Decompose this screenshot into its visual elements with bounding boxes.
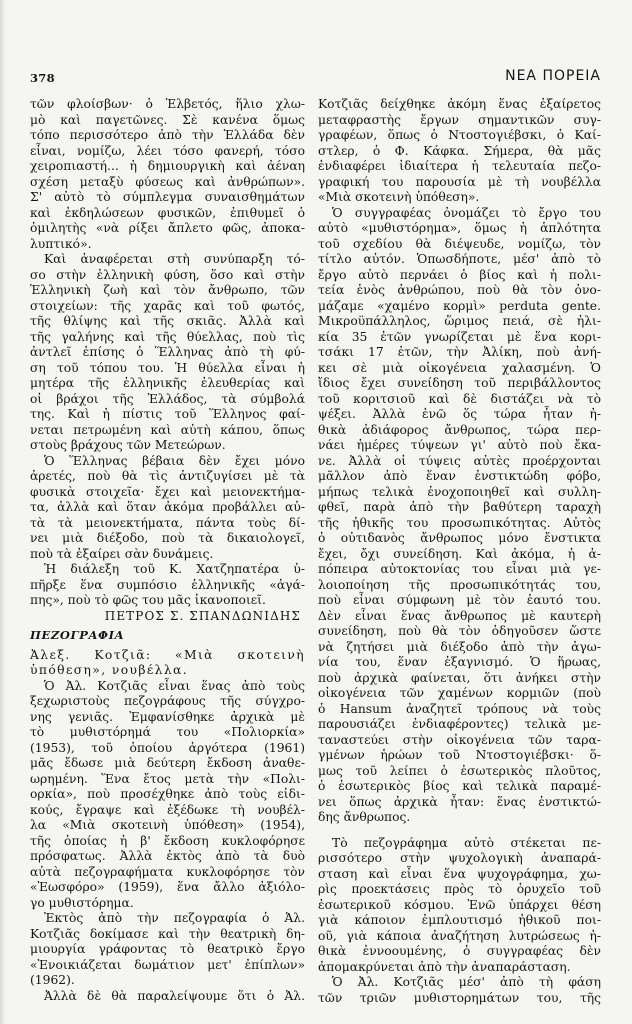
text-line: Ἐκτὸς ἀπὸ τὴν πεζογραφία ὁ Ἀλ. [44, 911, 305, 925]
text-line: γραφέων, ὅπως ὁ Ντοστογιέβσκι, ὁ Καί- [318, 128, 601, 142]
text-line: τῶν τριῶν μυθιστορημάτων του, τῆς [318, 990, 601, 1005]
paragraph [30, 252, 305, 454]
text-line: θικὰ ἐννοουμένης, ὁ συγγραφέας δὲν [318, 944, 601, 958]
text-line: ἔχει, ὄχι συνείδηση. Καὶ ἀκόμα, ἡ ἀ- [318, 546, 601, 561]
text-line: Κοτζιᾶς δοκίμασε καὶ τὴν θεατρικὴ δη- [30, 926, 305, 941]
text-line: οῦ, γιὰ κάποια ἀναζήτηση λυτρώσεως ἠ- [318, 928, 601, 943]
text-line: μάζαμε «χαμένο κορμὶ» perduta gente. [318, 298, 601, 313]
text-line: ΠΕΤΡΟΣ Σ. ΣΠΑΝΔΩΝΙΔΗΣ [104, 608, 301, 623]
text-line: νὰ ζητήσει μιὰ διέξοδο ἀπὸ τὴν ἀγω- [318, 639, 601, 654]
right-column [318, 97, 601, 1006]
text-line: ἀντλεῖ ἐπίσης ὁ Ἕλληνας ἀπὸ τὴ φύ- [30, 345, 305, 359]
text-line: τῶν φλοίσβων· ὁ Ἐλβετός, ἥλιο χλω- [30, 97, 305, 111]
text-line: νία του, ἕναν ἐξαγνισμό. Ὁ ἥρωας, [318, 655, 601, 669]
text-line: παρουσιάζει ἐνδιαφέροντες) τελικὰ με- [318, 717, 601, 731]
text-line: τὸ μυθιστόρημά του «Πολιορκία» [30, 725, 305, 739]
text-line: τσάκι 17 ἐτῶν, τὴν Ἀλίκη, ποὺ ἀνή- [318, 345, 601, 359]
text-line: ὁμιλητὴς «νὰ ρίξει ἄπλετο φῶς, ἀποκα- [30, 221, 305, 235]
text-line: συνείδηση, ποὺ θὰ τὸν ὁδηγοῦσεν ὥστε [318, 624, 601, 638]
text-line: μως τοῦ λείπει ὁ ἐσωτερικὸς πλοῦτος, [318, 763, 601, 778]
text-line: ποὺ τὰ ἐξαίρει σὰν δυνάμεις. [30, 546, 214, 561]
text-line: αὐτὸ «μυθιστόρημα», ὅμως ἡ ἁπλότητα [318, 221, 601, 235]
journal-title: ΝΕΑ ΠΟΡΕΙΑ [505, 68, 601, 84]
text-line: ΠΕΖΟΓΡΑΦΙΑ [30, 628, 125, 642]
text-line: ρισσότερο στὴν ψυχολογικὴ ἀναπαρά- [318, 851, 601, 865]
text-line: κούς, ἔγραψε καὶ ἐξέδωκε τὴ νουβέλ- [30, 802, 305, 817]
text-line: τοῦ σχεδίου θὰ διέψευδε, νομίζω, τὸν [318, 236, 601, 251]
text-line: Ὁ Ἕλληνας βέβαια δὲν ἔχει μόνο [44, 453, 305, 468]
text-line: νεται πετρωμένη καὶ αὐτὴ κάπου, ὅπως [30, 422, 305, 437]
text-line: ὁ Hansum ἀναζητεῖ τρόπους νὰ τοὺς [318, 701, 601, 716]
text-line: ρὶς προεκτάσεις πρὸς τὸ ὁρυχεῖο τοῦ [318, 882, 601, 896]
text-line: οἰκογένεια τῶν χαμένων κορμιῶν (ποὺ [318, 686, 601, 700]
text-line: «Μιὰ σκοτεινὴ ὑπόθεση». [318, 190, 480, 204]
text-line: στοιχείων: τῆς χαρᾶς καὶ τοῦ φωτός, [30, 298, 305, 313]
text-line: λοιοποίηση τῆς προσωπικότητάς του, [318, 577, 601, 592]
text-line: νε. Ἀλλὰ οἱ τύψεις αὐτὲς προέρχονται [318, 453, 601, 468]
text-line: τεία ἑνὸς ἀνθρώπου, ποὺ θὰ τὸν ὀνο- [318, 283, 601, 297]
text-line: μὸ καὶ παγετῶνες. Σὲ κανένα ὅμως [30, 112, 305, 127]
text-line: τόπο περισσότερο ἀπὸ τὴν Ἑλλάδα δὲν [30, 128, 305, 142]
paragraph-continued [318, 97, 601, 206]
text-line: νάει ἡμέρες τύψεων γι' αὐτὸ ποὺ ἔκα- [318, 438, 601, 452]
text-line: σχέση μεταξὺ φύσεως καὶ ἀνθρώπων». [30, 174, 305, 189]
text-line: ὁ οὐτιδανὸς ἄνθρωπος μόνο ἔνστικτα [318, 531, 601, 545]
text-line: Δὲν εἶναι ἕνας ἄνθρωπος μὲ καυτερὴ [318, 608, 601, 623]
text-line: τῆς γαλήνης καὶ τῆς θύελλας, ποὺ τὶς [30, 329, 305, 344]
text-line: τα, ἀλλὰ καὶ ὅταν ἀκόμα προβάλλει αὐ- [30, 500, 305, 514]
text-line: κία 35 ἐτῶν γνωρίζεται μὲ ἕνα κορι- [318, 329, 601, 344]
text-line: πῆρξε ἕνα συμπόσιο ἑλληνικῆς «ἀγά- [30, 577, 305, 592]
text-line: (1953), τοῦ ὁποίου ἀργότερα (1961) [30, 740, 305, 755]
text-line: μητέρα τῆς ἑλληνικῆς ἐλευθερίας καὶ [30, 376, 305, 390]
text-line: ἴδιος ἔχει συνείδηση τοῦ περιβάλλοντος [318, 376, 601, 390]
section-gap [318, 826, 601, 836]
text-line: ταναστεύει στὴν οἰκογένεια τῶν ταρα- [318, 732, 601, 747]
text-line: μᾶς ἔδωσε μιὰ δεύτερη ἔκδοση ἀναθε- [30, 756, 305, 770]
text-line: ὑπόθεση», νουβέλλα. [30, 663, 189, 677]
text-line: ἀρετές, ποὺ θὰ τὶς ἀντιζυγίσει μὲ τὰ [30, 469, 305, 483]
page-header [30, 68, 601, 88]
text-line: ἐνδιαφέρει ἰδιαίτερα ἡ τελευταία πεζο- [318, 159, 601, 173]
text-line: της. Καὶ ἡ πίστις τοῦ Ἕλληνος φαί- [30, 407, 305, 421]
text-line: πης», ποὺ τὸ φῶς του μᾶς ἱκανοποιεῖ. [30, 593, 266, 607]
text-line: σο στὴν ἑλληνικὴ φύση, ὅσο καὶ στὴν [30, 267, 305, 282]
text-line: Μικροϋπάλληλος, ὥριμος πειά, σὲ ἡλι- [318, 314, 601, 328]
text-line: αὐτὰ πεζογραφήματα κυκλοφόρησε τὸν [30, 864, 305, 879]
paragraph [30, 989, 305, 1005]
text-line: ἔργο αὐτὸ περνάει ὁ βίος καὶ ἡ πολι- [318, 267, 601, 282]
text-line: καὶ ἐκδηλώσεων φυσικῶν, ἐπιθυμεῖ ὁ [30, 205, 305, 220]
text-line: ὁ ἐσωτερικὸς βίος καὶ τελικὰ παραμέ- [318, 779, 601, 793]
text-line: Ὁ Ἀλ. Κοτζιᾶς εἶναι ἕνας ἀπὸ τοὺς [44, 678, 305, 693]
signature [30, 609, 305, 625]
text-line: μιουργία γράφοντας τὸ θεατρικὸ ἔργο [30, 942, 305, 956]
paragraph [318, 975, 601, 1006]
text-line: γραφική του παρουσία μὲ τὴ νουβέλλα [318, 174, 601, 189]
text-line: εἶναι, νομίζω, λέει τόσο φανερή, τόσο [30, 143, 305, 158]
text-line: ψέξει. Ἀλλὰ ἐνῶ ὅς τώρα ἦταν ἠ- [318, 407, 601, 421]
text-line: ωρημένη. Ἕνα ἔτος μετὰ τὴν «Πολι- [30, 771, 305, 786]
text-line: στοὺς βράχους τῶν Μετεώρων. [30, 438, 226, 452]
review-subject [30, 648, 305, 679]
text-line: θικὰ ἀδιάφορος ἄνθρωπος, τώρα περ- [318, 422, 601, 437]
text-line: πρόσφατως. Ἀλλὰ ἐκτὸς ἀπὸ τὰ δυὸ [30, 849, 305, 863]
text-line: ἀπομακρύνεται ἀπὸ τὴν ἀναπαράσταση. [318, 959, 571, 974]
section-heading [30, 628, 305, 644]
paragraph [318, 206, 601, 826]
text-line: τοῦ κοριτσιοῦ καὶ δὲ διστάζει νὰ τὸ [318, 391, 601, 406]
text-line: νει μιὰ διέξοδο, ποὺ τὰ δικαιολογεῖ, [30, 531, 305, 545]
paragraph [30, 562, 305, 609]
text-line: «Ἐνοικιάζεται δωμάτιον μετ' ἐπίπλων» [30, 957, 305, 972]
paragraph [318, 836, 601, 976]
text-line: στλερ, ὁ Φ. Κάφκα. Σήμερα, θὰ μᾶς [318, 143, 601, 158]
paragraph [30, 911, 305, 989]
text-line: ποὺ ἀρχικὰ φαίνεται, ὅτι ἀνήκει στὴν [318, 670, 601, 685]
text-line: ση τοῦ τόπου του. Ἡ θύελλα εἶναι ἡ [30, 360, 305, 375]
text-line: Ἡ διάλεξη τοῦ Κ. Χατζηπατέρα ὑ- [44, 562, 305, 576]
text-line: τίτλο αὐτόν. Ὁπωσδήποτε, μέσ' ἀπὸ τὸ [318, 252, 601, 266]
text-line: τῆς ἠθικῆς του προσωπικότητας. Αὐτὸς [318, 515, 601, 530]
text-line: (1962). [30, 973, 75, 987]
text-line: λυπτικό». [30, 236, 92, 251]
page-number: 378 [30, 71, 55, 85]
text-line: γο μυθιστόρημα. [30, 895, 134, 910]
text-line: ορκία», ποὺ προσέχθηκε ἀπὸ τοὺς εἰδι- [30, 787, 305, 801]
text-line: Ἑλληνικὴ ζωὴ καὶ τὸν ἄνθρωπο, τῶν [30, 283, 305, 297]
paragraph [30, 679, 305, 912]
text-line: τῆς ὁποίας ἡ β' ἔκδοση κυκλοφόρησε [30, 833, 305, 848]
text-line: μεταφραστὴς ἔργων σημαντικῶν συγ- [318, 112, 601, 127]
paragraph-continued [30, 97, 305, 252]
text-line: τῆς θλίψης καὶ τῆς σκιᾶς. Ἀλλὰ καὶ [30, 314, 305, 328]
text-line: φυσικὰ στοιχεῖα· ἔχει καὶ μειονεκτήμα- [30, 484, 305, 499]
text-line: νει ὅπως ἀρχικὰ ἦταν: ἕνας ἐνστικτώ- [318, 794, 601, 809]
text-line: «Ἐωσφόρο» (1959), ἕνα ἄλλο ἀξιόλο- [30, 880, 305, 894]
text-line: Κοτζιᾶς δείχθηκε ἀκόμη ἕνας ἐξαίρετος [318, 97, 601, 111]
text-line: νης γενιᾶς. Ἐμφανίσθηκε ἀρχικὰ μὲ [30, 709, 305, 724]
text-line: μήπως τελικὰ ἐνοχοποιηθεῖ καὶ συλλη- [318, 484, 601, 499]
text-line: Ὁ Ἀλ. Κοτζιᾶς μέσ' ἀπὸ τὴ φάση [332, 975, 601, 989]
text-line: φθεῖ, παρὰ ἀπὸ τὴν βαθύτερη ταραχὴ [318, 500, 601, 514]
text-line: δης ἄνθρωπος. [318, 810, 411, 824]
text-line: Τὸ πεζογράφημα αὐτὸ στέκεται πε- [332, 835, 601, 850]
left-column [30, 97, 305, 1004]
text-line: Σ' αὐτὸ τὸ σύμπλεγμα συναισθημάτων [30, 190, 305, 204]
text-line: πόπειρα αὐτοκτονίας του εἶναι μιὰ γε- [318, 562, 601, 576]
text-line: χειροπιαστή... ἡ δημιουργικὴ καὶ ἀέναη [30, 159, 305, 173]
text-line: οἱ βράχοι τῆς Ἑλλάδος, τὰ σύμβολά [30, 391, 305, 406]
text-line: Ἀλλὰ δὲ θὰ παραλείψουμε ὅτι ὁ Ἀλ. [44, 988, 305, 1003]
paragraph [30, 454, 305, 563]
text-line: ποὺ εἶναι σύμφωνη μὲ τὸν ἑαυτό του. [318, 593, 601, 607]
text-line: Καὶ ἀναφέρεται στὴ συνύπαρξη τό- [44, 252, 305, 266]
text-line: λα «Μιὰ σκοτεινὴ ὑπόθεση» (1954), [30, 818, 305, 832]
text-line: τὰ τὰ μειονεκτήματα, πάντα τοὺς δί- [30, 515, 305, 530]
text-line: γμένων ἡρώων τοῦ Ντοστογιέβσκι· ὅ- [318, 748, 601, 762]
text-line: ξεχωριστοὺς πεζογράφους τῆς σύγχρο- [30, 694, 305, 708]
text-line: σταση καὶ εἶναι ἕνα ψυχογράφημα, χω- [318, 866, 601, 881]
text-line: Ὁ συγγραφέας ὀνομάζει τὸ ἔργο του [332, 205, 601, 220]
text-line: ἐσωτερικοῦ κόσμου. Ἐνῶ ὑπάρχει θέση [318, 897, 601, 912]
text-line: γιὰ κάποιον ἐμπλουτισμό ἠθικοῦ ποι- [318, 913, 601, 927]
text-line: κει σὲ μιὰ οἰκογένεια χαλασμένη. Ὁ [318, 360, 601, 375]
text-line: μᾶλλον ἀπὸ ἕναν ἐνστικτώδη φόβο, [318, 469, 601, 483]
text-line: Ἀλεξ. Κοτζιᾶ: «Μιὰ σκοτεινὴ [30, 647, 305, 662]
